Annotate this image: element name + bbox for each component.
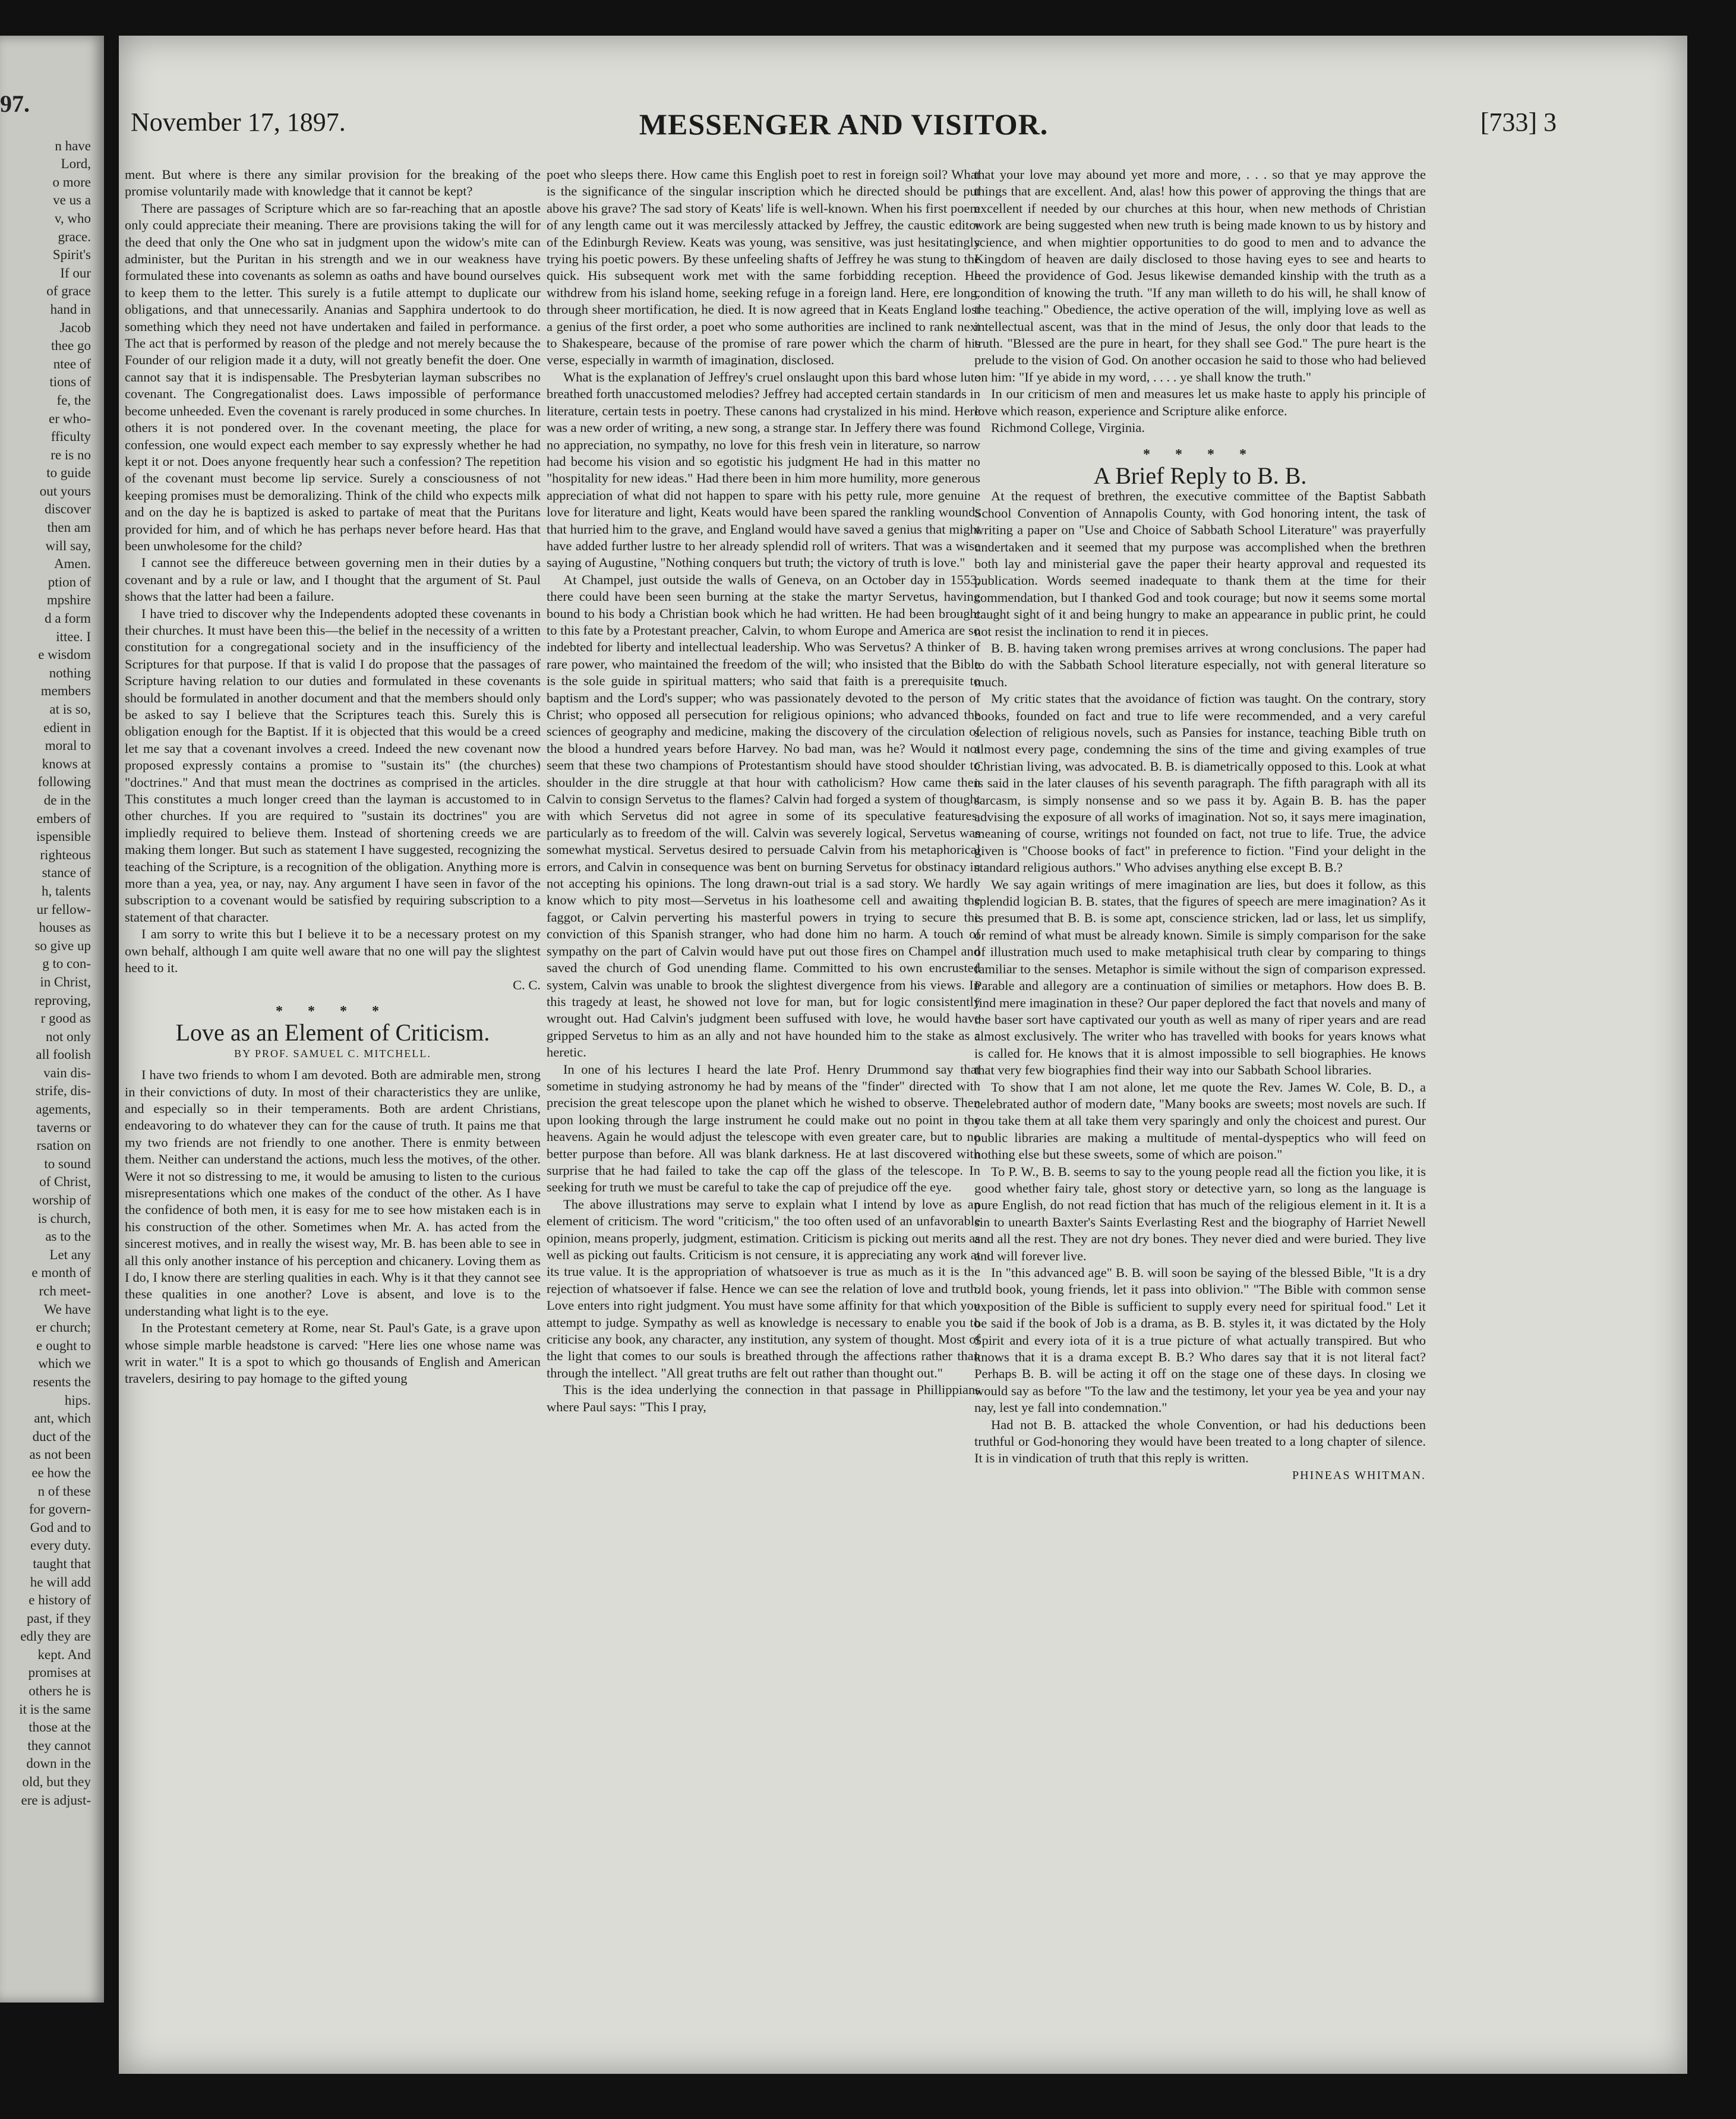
adjacent-page-line: o more bbox=[52, 174, 91, 190]
adjacent-page-line: n have bbox=[55, 138, 91, 153]
paragraph: To P. W., B. B. seems to say to the young people read all the fiction you like, it is good whether fairy tale, ghost story or detective yarn, so long as the language is pure English, do not read fiction that has much of the religious element in it. It is a sin to unearth Baxter's Saints Everlasting Rest and the biography of Harriet Newell and all the rest. They are not dry bones. They never died and were buried. They live and will forever live. bbox=[974, 1163, 1426, 1263]
adjacent-page-line: moral to bbox=[45, 738, 91, 753]
article-1-signature: C. C. bbox=[513, 977, 541, 992]
adjacent-page-line: those at the bbox=[29, 1720, 91, 1735]
adjacent-page-line: e wisdom bbox=[38, 647, 91, 663]
adjacent-page-line: ittee. I bbox=[56, 629, 91, 644]
adjacent-page-line: ntee of bbox=[53, 356, 91, 371]
adjacent-page-line: Amen. bbox=[54, 556, 91, 572]
paragraph: To show that I am not alone, let me quote the Rev. James W. Cole, B. D., a celebrated author of modern date, "Many books are sweets; most novels are such. If you take them at all take them very sparingly and only the choicest and purest. Our public libraries are making a multitude of mental-dyspeptics who will feed on nothing else but these sweets, some of which are poison." bbox=[974, 1079, 1426, 1162]
article-3-title: A Brief Reply to B. B. bbox=[1093, 462, 1307, 489]
paragraph: Had not B. B. attacked the whole Convention, or had his deductions been truthful or God-honoring they would have been treated to a long chapter of silence. It is in vindication of truth that this reply is written. bbox=[974, 1417, 1426, 1466]
paragraph: We say again writings of mere imagination are lies, but does it follow, as this splendid logician B. B. states, that the figures of speech are mere imagination? As it is presumed that B. B. is some apt, conscience stricken, lad or lass, let us simplify, or remind of what must be already known. Simile is simply comparison for the sake of illustration much used to make metaphisical truth clear by comparing to things familiar to the senses. Metaphor is simile without the sign of comparison expressed. Parable and allegory are a continuation of similies or metaphors. How does B. B. find mere imagination in these? Our paper deplored the fact that novels and many of the baser sort have captivated our youth as well as many of riper years and are read almost exclusively. The writer who has travelled with books for years knows what is called for. He knows that it is almost impossible to sell biographies. He knows that very few biographies find their way into our Sabbath School libraries. bbox=[974, 876, 1426, 1078]
adjacent-page-line: edient in bbox=[43, 720, 91, 735]
adjacent-page-line: taverns or bbox=[36, 1120, 91, 1135]
adjacent-page-year: 97. bbox=[0, 90, 30, 117]
adjacent-page-line: g to con- bbox=[42, 956, 91, 972]
adjacent-page-line: Let any bbox=[49, 1247, 91, 1262]
paragraph: In our criticism of men and measures let us make haste to apply his principle of love which reason, experience and Scripture alike enforce. bbox=[974, 386, 1426, 418]
adjacent-page-line: hand in bbox=[50, 301, 91, 317]
adjacent-page-line: then am bbox=[47, 520, 91, 535]
adjacent-page-line: old, but they bbox=[22, 1774, 91, 1790]
adjacent-page-line: fficulty bbox=[50, 429, 91, 444]
paragraph: In "this advanced age" B. B. will soon be saying of the blessed Bible, "It is a dry old book, young friends, let it pass into oblivion." "The Bible with common sense exposition of the Bible is sufficient to supply every need for spiritual food." Let it be said if the book of Job is a drama, as B. B. styles it, it was dictated by the Holy Spirit and every iota of it is a true picture of what actually transpired. But who knows that it is a drama except B. B.? Who dares say that it is not literal fact? Perhaps B. B. will be acting it off on the stage one of these days. In closing we would say as before "To the law and the testimony, let your yea be yea and your nay nay, lest ye fall into condemnation." bbox=[974, 1265, 1426, 1415]
adjacent-page-line: kept. And bbox=[37, 1647, 91, 1662]
column-1 bbox=[125, 166, 541, 1979]
adjacent-page-fragment bbox=[0, 36, 104, 2003]
adjacent-page-line: is church, bbox=[37, 1210, 91, 1226]
paragraph: This is the idea underlying the connection in that passage in Phillippians where Paul says: "This I pray, bbox=[547, 1382, 980, 1414]
adjacent-page-line: all foolish bbox=[36, 1047, 91, 1062]
adjacent-page-line: mpshire bbox=[46, 592, 91, 608]
issue-date: November 17, 1897. bbox=[131, 108, 346, 137]
adjacent-page-line: hips. bbox=[64, 1392, 91, 1408]
paragraph: I cannot see the differeuce between governing men in their duties by a covenant and by a rule or law, and I thought that the argument of St. Paul shows that the latter had been a failure. bbox=[125, 555, 541, 604]
adjacent-page-line: taught that bbox=[33, 1556, 91, 1571]
adjacent-page-line: e ought to bbox=[36, 1338, 91, 1353]
adjacent-page-line: promises at bbox=[28, 1665, 91, 1680]
adjacent-page-line: v, who bbox=[54, 210, 91, 226]
page-number: [733] 3 bbox=[1480, 108, 1557, 137]
adjacent-page-line: knows at bbox=[42, 756, 91, 771]
paragraph: poet who sleeps there. How came this English poet to rest in foreign soil? What is the significance of the singular inscription which he directed should be put above his grave? The sad story of Keats' life is well-known. When his first poem of any length came out it was mercilessly attacked by Jeffrey, the caustic editor of the Edinburgh Review. Keats was young, was sensitive, was just hesitatingly trying his poetic powers. By these unfeeling shafts of Jeffrey he was stung to the quick. His subsequent work met with the same forbidding reception. He withdrew from his island home, seeking refuge in a foreign land. Here, ere long, through sheer mortification, he died. It is now agreed that in Keats England lost a genius of the first order, a poet who some authorities are inclined to rank next to Shakespeare, because of the promise of rare power which the charm of his verse, especially in warmth of imagination, disclosed. bbox=[547, 167, 980, 368]
adjacent-page-line: of Christ, bbox=[39, 1174, 91, 1190]
article-2-title: Love as an Element of Criticism. bbox=[175, 1019, 490, 1046]
adjacent-page-line: will say, bbox=[45, 538, 91, 553]
paragraph: What is the explanation of Jeffrey's cruel onslaught upon this bard whose lute breathed forth unaccustomed melodies? Jeffrey had accepted certain standards in literature, certain tests in poetry. These canons had crystalized in his mind. Here was a new order of writing, a new song, a strange star. In Jeffery there was found no appreciation, no sympathy, no love for this fresh vein in literature, so narrow had become his vision and so egotistic his judgment He had in this matter no "hospitality for new ideas." Had there been in him more humility, more generous appreciation of what did not happen to spare with his petty rule, more genuine love for literature and light, Keats would have been spared the rankling wounds that hurried him to the grave, and England would have saved a genius that might have added further lustre to her already splendid roll of writers. That was a wise saying of Augustine, "Nothing conquers but truth; the victory of truth is love." bbox=[547, 369, 980, 570]
adjacent-page-line: e month of bbox=[31, 1265, 91, 1281]
adjacent-page-line: so give up bbox=[34, 938, 91, 953]
paragraph: ment. But where is there any similar provision for the breaking of the promise voluntarily made with knowledge that it cannot be kept? bbox=[125, 167, 541, 199]
adjacent-page-line: tions of bbox=[49, 374, 91, 390]
adjacent-page-line: it is the same bbox=[19, 1701, 91, 1717]
adjacent-page-line: n of these bbox=[37, 1483, 91, 1499]
adjacent-page-line: every duty. bbox=[30, 1538, 91, 1553]
paragraph: I have tried to discover why the Independents adopted these covenants in their churches. It must have been this—the belief in the necessity of a written constitution for a congregational society and in the insufficiency of the Scriptures for that purpose. If that is valid I do propose that the passages of Scripture having relation to our duties and formulated in these covenants should be formulated in another document and that the members should only be asked to say I believe that the Scriptures teach this. Surely this is obligation enough for the Baptist. If it is objected that this would be a creed let me say that a covenant involves a creed. Indeed the new covenant now proposed expressly contains a promise to "sustain its" (the churches) "doctrines." And that must mean the doctrines as comprised in the articles. This constitutes a much longer creed than the layman is accustomed to in other churches. If you are required to "sustain its doctrines" you are impliedly required to believe them. Instead of shortening creeds we are making them longer. But such as statement I have suggested, recognizing the teaching of the Scripture, is a recognition of the obligation. Anything more is more than a yea, yea, or nay, nay. Any argument I have seen in favor of the subscription to a covenant would be satisfied by requiring subscription to a statement of that character. bbox=[125, 606, 541, 925]
article-3-body bbox=[974, 488, 1426, 1467]
adjacent-page-line: de in the bbox=[43, 792, 91, 808]
paragraph: that your love may abound yet more and more, . . . so that ye may approve the things that are excellent. And, alas! how this power of approving the things that are excellent if needed by our churches at this hour, when new methods of Christian work are being suggested when new truth is being made known to us by history and science, and when mightier opportunities to do good to men and to advance the Kingdom of heaven are daily disclosed to those having eyes to see and hearts to heed the providence of God. Jesus likewise demanded kinship with the truth as a condition of knowing the truth. "If any man willeth to do his will, he shall know of the teaching." Obedience, the active operation of the will, implying love as well as intellectual ascent, was that in the mind of Jesus, the only door that leads to the truth. "Blessed are the pure in heart, for they shall see God." The pure heart is the prelude to the vision of God. On another occasion he said to those who had believed on him: "If ye abide in my word, . . . . ye shall know the truth." bbox=[974, 167, 1426, 384]
adjacent-page-line: re is no bbox=[50, 447, 91, 462]
paragraph: The above illustrations may serve to explain what I intend by love as an element of criticism. The word "criticism," the too often used of an unfavorable opinion, means properly, judgment, estimation. Criticism is picking out merits as well as picking out faults. Criticism is not censure, it is appreciating any work at its true value. It is the appropriation of whatsoever is true as much as it is the rejection of whatsoever if false. Hence we can see the relation of love and truth. Love enters into right judgment. You must have some affinity for that which you attempt to judge. Sympathy as well as knowledge is necessary to enable you to criticise any book, any character, any institution, any system of thought. Most of the light that comes to our souls is breathed through the affections rather than through the intellect. "All great truths are felt out rather than thought out." bbox=[547, 1196, 980, 1380]
adjacent-page-line: ere is adjust- bbox=[21, 1792, 91, 1808]
adjacent-page-line: Lord, bbox=[61, 156, 91, 172]
article-2-place: Richmond College, Virginia. bbox=[991, 420, 1145, 436]
adjacent-page-line: in Christ, bbox=[40, 974, 91, 989]
adjacent-page-line: of grace bbox=[46, 283, 91, 299]
adjacent-page-line: to guide bbox=[46, 465, 91, 481]
article-1-body bbox=[125, 166, 541, 977]
adjacent-page-line: ur fellow- bbox=[36, 901, 91, 917]
masthead bbox=[131, 107, 1557, 143]
adjacent-page-line: righteous bbox=[40, 847, 91, 862]
adjacent-page-line: which we bbox=[38, 1356, 91, 1371]
adjacent-page-line: as not been bbox=[29, 1447, 91, 1462]
adjacent-page-line: for govern- bbox=[29, 1502, 91, 1517]
adjacent-page-line: Spirit's bbox=[52, 247, 91, 263]
adjacent-page-line: ve us a bbox=[53, 193, 91, 208]
adjacent-page-line: h, talents bbox=[41, 883, 91, 898]
adjacent-page-line: not only bbox=[45, 1029, 91, 1044]
article-3-signature: PHINEAS WHITMAN. bbox=[1292, 1468, 1426, 1482]
adjacent-page-line: he will add bbox=[30, 1574, 91, 1590]
adjacent-page-line: houses as bbox=[39, 920, 91, 935]
article-2-byline: BY PROF. SAMUEL C. MITCHELL. bbox=[234, 1047, 431, 1060]
adjacent-page-line: ant, which bbox=[34, 1411, 91, 1426]
adjacent-page-line: worship of bbox=[31, 1193, 91, 1208]
adjacent-page-line: edly they are bbox=[20, 1629, 91, 1644]
section-divider: * * * * bbox=[276, 1003, 390, 1019]
adjacent-page-line: If our bbox=[60, 265, 91, 280]
paragraph: In the Protestant cemetery at Rome, near St. Paul's Gate, is a grave upon whose simple marble headstone is carved: "Here lies one whose name was writ in water." It is a spot to which go thousands of English and American travelers, desiring to pay homage to the gifted young bbox=[125, 1320, 541, 1386]
column-2 bbox=[547, 166, 980, 1979]
adjacent-page-line: at is so, bbox=[49, 702, 91, 717]
adjacent-page-line: past, if they bbox=[27, 1610, 91, 1626]
adjacent-page-line: strife, dis- bbox=[35, 1083, 91, 1099]
adjacent-page-line: er who- bbox=[49, 411, 91, 426]
paragraph: At Champel, just outside the walls of Geneva, on an October day in 1553, there could have been seen burning at the stake the martyr Servetus, having bound to his body a Christian book which he had written. He had been brought to this fate by a Protestant preacher, Calvin, to whom Europe and America are so indebted for liberty and intellectual leadership. Who was Servetus? A thinker of rare power, who maintained the freedom of the will; who insisted that the Bible is the sole guide in spiritual matters; who said that faith is a prerequisite to baptism and the Lord's supper; who was passionately devoted to the person of Christ; who opposed all persecution for religious opinions; who advanced the sciences of geography and medicine, making the discovery of the circulation of the blood a hundred years before Harvey. No bad man, was he? Would it not seem that these two champions of Protestantism should have stood shoulder to shoulder in the dire struggle at that hour with catholicism? How came then Calvin to consign Servetus to the flames? Calvin had forged a system of thought with which Servetus did not agree in some of its speculative features, particularly as to freedom of the will. Calvin was severely logical, Servetus was somewhat mystical. Servetus desired to persuade Calvin from his metaphorical errors, and Calvin in consequence was bent on burning Servetus for obstinacy in not accepting his opinions. The long drawn-out trial is a sad story. We hardly know which to pity most—Servetus in his loathesome cell and awaiting the faggot, or Calvin perverting his masterful powers in trying to secure the conviction of this Spanish stranger, who had done him no harm. A touch of sympathy on the part of Calvin would have put out those fires on Champel and saved the church of God unending flame. Committed to his own encrusted system, Calvin was unable to brook the slightest divergence from his views. In this tragedy at least, he showed not love for man, but for logic consistently wrought out. Had Calvin's judgment been suffused with love, he would have gripped Servetus to him as an ally and not have hounded him to the stake as a heretic. bbox=[547, 572, 980, 1060]
adjacent-page-line: vain dis- bbox=[43, 1065, 91, 1080]
adjacent-page-line: members bbox=[40, 683, 91, 699]
publication-title: MESSENGER AND VISITOR. bbox=[639, 108, 1049, 141]
adjacent-page-line: ispensible bbox=[36, 829, 91, 844]
paragraph: In one of his lectures I heard the late Prof. Henry Drummond say that sometime in studying astronomy he had by means of the "finder" directed with precision the great telescope upon the planet which he wished to observe. Then upon looking through the large instrument he could make out no point in the heavens. Again he would adjust the telescope with even greater care, but to no better purpose than before. All was blank darkness. He at last discovered with surprise that he had failed to take the cap off the glass of the telescope. In seeking for truth we must be careful to take the cap of prejudice off the eye. bbox=[547, 1061, 980, 1195]
adjacent-page-line: resents the bbox=[33, 1374, 91, 1389]
adjacent-page-line: e history of bbox=[29, 1593, 91, 1608]
adjacent-page-line: nothing bbox=[49, 665, 91, 680]
column-3 bbox=[974, 166, 1426, 1979]
adjacent-page-line: thee go bbox=[50, 338, 91, 354]
adjacent-page-line: following bbox=[37, 774, 91, 790]
adjacent-page-line: fe, the bbox=[56, 392, 91, 408]
adjacent-page-line: d a form bbox=[45, 611, 91, 626]
adjacent-page-line: reproving, bbox=[34, 992, 91, 1008]
section-divider-2: * * * * bbox=[1143, 446, 1257, 462]
adjacent-page-line: stance of bbox=[42, 865, 91, 881]
adjacent-page-line: r good as bbox=[40, 1011, 91, 1026]
adjacent-page-line: We have bbox=[43, 1301, 91, 1317]
paragraph: My critic states that the avoidance of fiction was taught. On the contrary, story books, founded on fact and true to life were recommended, and a very careful selection of religious novels, such as Pansies for instance, teaching Bible truth on almost every page, condemning the sins of the time and giving examples of true Christian living, was advocated. B. B. is diametrically opposed to this. Look at what is said in the later clauses of his seventh paragraph. The fifth paragraph with all its sarcasm, is simply nonsense and so we pass it by. Again B. B. has the paper advising the exposure of all works of imagination. Not so, it says mere imagination, meaning of course, writings not founded on fact, not true to life. True, the advice given is "Choose books of fact" in preference to fiction. "Find your delight in the standard religious authors." Who advises anything else except B. B.? bbox=[974, 691, 1426, 875]
adjacent-page-line: they cannot bbox=[27, 1738, 91, 1753]
adjacent-page-line: rch meet- bbox=[39, 1284, 91, 1298]
adjacent-page-line: rsation on bbox=[36, 1138, 91, 1153]
paragraph: There are passages of Scripture which are so far-reaching that an apostle only could appreciate their meaning. There are provisions taking the will for the deed that only the One who sat in judgment upon the widow's mite can administer, but the Puritan in his strength and we in our weakness have formulated these into covenants as solemn as oaths and have bound ourselves to keep them to the letter. This surely is a futile attempt to duplicate our obligations, and that unnecessarily. Ananias and Sapphira undertook to do something which they need not have undertaken and failed in performance. The act that is performed by reason of the pledge and not merely because the Founder of our religion made it a duty, will not greatly benefit the doer. One cannot say that it is indispensable. The Presbyterian layman subscribes no covenant. The Congregationalist does. Laws impossible of performance become unheeded. Even the covenant is rarely produced in some churches. In others it is not pondered over. In the covenant meeting, the place for confession, one would expect each member to say expressly whether he had kept it or not. Does anyone frequently hear such a confession? The repetition of the covenant must become lip service. Surely a consciousness of not keeping promises must be demoralizing. Think of the child who expects milk and on the day he is baptized is asked to partake of meat that the Puritans provided for him, and of which he has perhaps never before heard. Has that been unwholesome for the child? bbox=[125, 200, 541, 553]
adjacent-page-line: Jacob bbox=[59, 320, 91, 335]
adjacent-page-line: ee how the bbox=[31, 1465, 91, 1480]
adjacent-page-line: agements, bbox=[36, 1102, 91, 1117]
adjacent-page-line: duct of the bbox=[32, 1429, 91, 1444]
adjacent-page-line: as to the bbox=[45, 1229, 91, 1244]
adjacent-page-line: embers of bbox=[36, 811, 91, 826]
paragraph: At the request of brethren, the executive committee of the Baptist Sabbath School Convention of Annapolis County, with God honoring intent, the task of writing a paper on "Use and Choice of Sabbath School Literature" was prayerfully undertaken and it seemed that my purpose was accomplished when the brethren both lay and ministerial gave the paper their hearty approval and requested its publication. Words seemed inadequate to thank them at the time for their commendation, but I thanked God and took courage; but now it seems some mortal caught sight of it and being hungry to make an appearance in public print, he could not resist the inclination to rend it in pieces. bbox=[974, 488, 1426, 639]
adjacent-page-line: down in the bbox=[26, 1756, 91, 1771]
adjacent-page-line: to sound bbox=[44, 1156, 91, 1171]
adjacent-page-line: discover bbox=[45, 502, 91, 517]
adjacent-page-line: out yours bbox=[39, 483, 91, 499]
article-2-continued-body bbox=[547, 166, 980, 1415]
adjacent-page-line: grace. bbox=[58, 229, 91, 244]
adjacent-page-text bbox=[0, 137, 104, 1810]
adjacent-page-line: ption of bbox=[48, 574, 91, 589]
article-2-conclusion bbox=[974, 166, 1426, 420]
paragraph: B. B. having taken wrong premises arrives at wrong conclusions. The paper had to do with the Sabbath School literature especially, not with general literature so much. bbox=[974, 640, 1426, 689]
paragraph: I have two friends to whom I am devoted. Both are admirable men, strong in their convictions of duty. In most of their characteristics they are unlike, and especially so in their temperaments. Both are ardent Christians, endeavoring to do whatever they can for the cause of truth. It pains me that my two friends are not friendly to one another. There is enmity between them. Neither can understand the actions, much less the motives, of the other. Were it not so distressing to me, it would be amusing to listen to the curious misrepresentations which one makes of the conduct of the other. As I have the confidence of both men, it is easy for me to see how mistaken each is in his construction of the other. Sometimes when Mr. A. has acted from the sincerest motives, and in really the wisest way, Mr. B. has been able to see in all this only another instance of his perception and chicanery. Loving them as I do, I know there are sterling qualities in each. Why is it that they cannot see these qualities in one another? Love is absent, and love is to the understanding what light is to the eye. bbox=[125, 1067, 541, 1319]
adjacent-page-line: er church; bbox=[36, 1320, 91, 1335]
adjacent-page-line: God and to bbox=[30, 1519, 91, 1535]
adjacent-page-line: others he is bbox=[29, 1683, 91, 1699]
paragraph: I am sorry to write this but I believe it to be a necessary protest on my own behalf, although I am quite well aware that no one will pay the slightest heed to it. bbox=[125, 926, 541, 976]
article-2-body bbox=[125, 1067, 541, 1388]
